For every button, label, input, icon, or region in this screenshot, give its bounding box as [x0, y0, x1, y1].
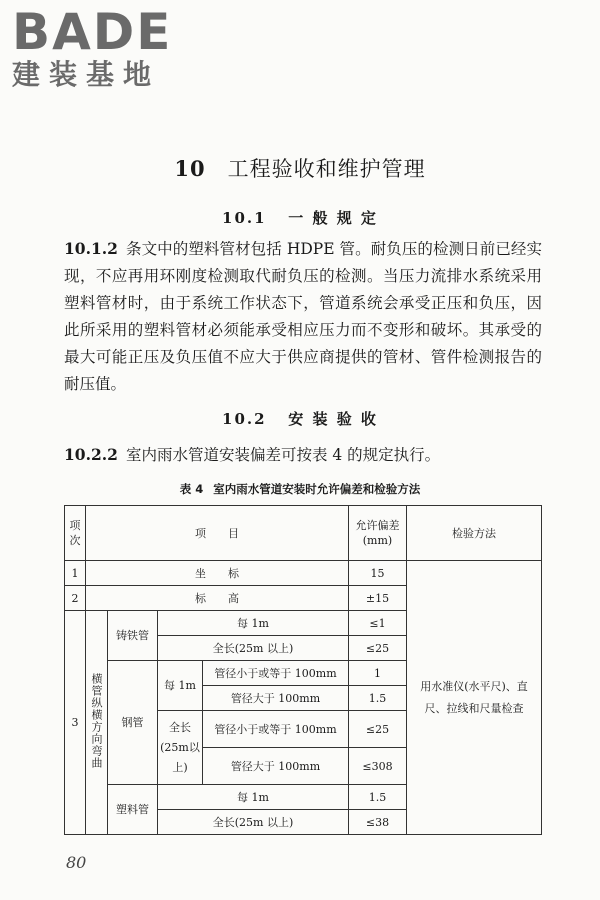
header-no: 项次	[65, 506, 86, 561]
header-method: 检验方法	[407, 506, 542, 561]
clause-number: 10.1.2	[64, 239, 118, 258]
row-item: 坐 标	[86, 561, 349, 586]
row-tolerance: 1.5	[349, 686, 407, 711]
row-tolerance: 1.5	[349, 785, 407, 810]
row-item: 管径小于或等于 100mm	[203, 711, 349, 748]
clause-text: 室内雨水管道安装偏差可按表 4 的规定执行。	[125, 446, 441, 464]
row-item: 全长(25m 以上)	[158, 636, 349, 661]
row-tolerance: ≤308	[349, 748, 407, 785]
table-caption	[0, 481, 600, 497]
section-title: 一 般 规 定	[288, 209, 378, 227]
brand-logo	[12, 3, 173, 92]
row-tolerance: ≤1	[349, 611, 407, 636]
table-title: 室内雨水管道安装时允许偏差和检验方法	[213, 482, 421, 496]
clause-10-1-2	[64, 235, 542, 398]
section-heading-10-1	[0, 207, 600, 228]
row-tolerance: ±15	[349, 586, 407, 611]
sub-full-length: 全长(25m以上)	[158, 711, 203, 785]
row-item: 标 高	[86, 586, 349, 611]
header-tolerance: 允许偏差(mm)	[349, 506, 407, 561]
row-item: 管径大于 100mm	[203, 686, 349, 711]
row-tolerance: ≤38	[349, 810, 407, 835]
clause-10-2-2	[64, 441, 542, 469]
clause-number: 10.2.2	[64, 445, 118, 464]
row-tolerance: 1	[349, 661, 407, 686]
row-item: 管径小于或等于 100mm	[203, 661, 349, 686]
table-header-row	[65, 506, 542, 561]
section-number: 10.1	[222, 209, 267, 227]
section-heading-10-2	[0, 408, 600, 429]
sub-per-1m: 每 1m	[158, 661, 203, 711]
logo-subtitle: 建装基地	[12, 58, 161, 91]
row-item: 每 1m	[158, 785, 349, 810]
row-tolerance: 15	[349, 561, 407, 586]
row-tolerance: ≤25	[349, 711, 407, 748]
row-item: 全长(25m 以上)	[158, 810, 349, 835]
group-label: 横管纵横方向弯曲	[86, 611, 108, 835]
material-cast-iron: 铸铁管	[108, 611, 158, 661]
row-no: 2	[65, 586, 86, 611]
logo-wordmark: BADE	[12, 3, 173, 61]
row-tolerance: ≤25	[349, 636, 407, 661]
section-number: 10.2	[222, 410, 267, 428]
table-row	[65, 561, 542, 586]
tolerance-table	[64, 505, 542, 835]
clause-text: 条文中的塑料管材包括 HDPE 管。耐负压的检测日前已经实现，不应再用环刚度检测取代耐负压的检测。当压力流排水系统采用塑料管材时，由于系统工作状态下，管道系统会承受正压和负压，因此所采用的塑料管材必须能承受相应压力而不变形和破坏。其承受的最大可能正压及负压值不应大于供应商提供的管材、管件检测报告的耐压值。	[64, 240, 542, 393]
page-number: 80	[66, 853, 87, 872]
inspection-method: 用水准仪(水平尺)、直尺、拉线和尺量检查	[407, 561, 542, 835]
chapter-title: 工程验收和维护管理	[227, 157, 426, 181]
material-steel: 钢管	[108, 661, 158, 785]
section-title: 安 装 验 收	[288, 410, 378, 428]
row-item: 管径大于 100mm	[203, 748, 349, 785]
row-no: 3	[65, 611, 86, 835]
material-plastic: 塑料管	[108, 785, 158, 835]
table-number: 表 4	[179, 482, 204, 496]
row-item: 每 1m	[158, 611, 349, 636]
chapter-heading	[0, 153, 600, 183]
row-no: 1	[65, 561, 86, 586]
header-item: 项 目	[86, 506, 349, 561]
chapter-number: 10	[174, 156, 206, 181]
